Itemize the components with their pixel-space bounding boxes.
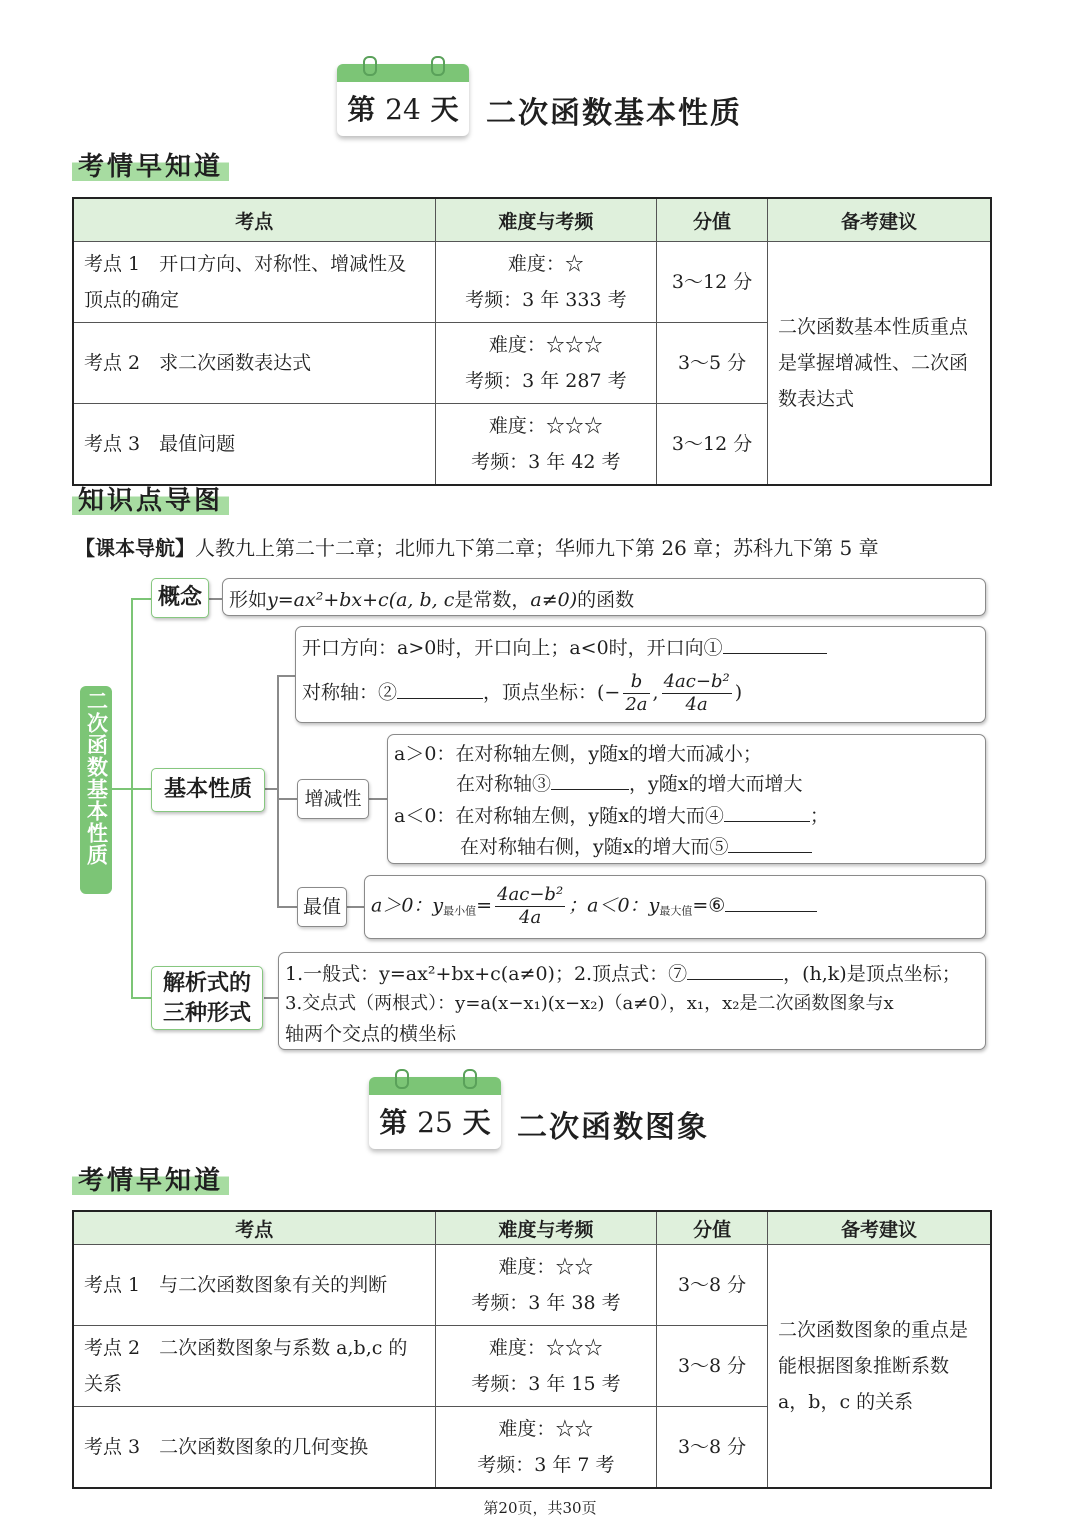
page-footer: 第20页，共30页 bbox=[483, 1499, 597, 1517]
monotonicity-box bbox=[387, 734, 986, 864]
difficulty-cell: 难度：☆☆☆ 考频：3 年 42 考 bbox=[435, 404, 657, 486]
table-row bbox=[73, 242, 991, 323]
mindmap-root: 二次函数基本性质 bbox=[80, 686, 112, 894]
advice-cell: 二次函数图象的重点是能根据图象推断系数 a，b，c 的关系 bbox=[767, 1245, 991, 1489]
mono-line-3: a＜0：在对称轴左侧，y随x的增大而④ ； bbox=[394, 805, 829, 827]
extreme-box bbox=[364, 875, 986, 939]
point-cell: 考点 3 最值问题 bbox=[73, 404, 435, 486]
mono-line-2: 在对称轴③ ，y随x的增大而增大 bbox=[456, 773, 803, 795]
exam-section-label-25: 考情早知道 bbox=[72, 1160, 229, 1197]
difficulty-cell: 难度：☆☆☆ 考频：3 年 15 考 bbox=[435, 1326, 657, 1407]
header-score: 分值 bbox=[657, 1211, 768, 1245]
props-node: 基本性质 bbox=[151, 768, 265, 812]
day25-tab bbox=[369, 1077, 501, 1149]
exam-table-24 bbox=[72, 197, 992, 486]
day24-tab bbox=[337, 64, 469, 136]
point-cell: 考点 1 开口方向、对称性、增减性及顶点的确定 bbox=[73, 242, 435, 323]
header-difficulty: 难度与考频 bbox=[435, 1211, 657, 1245]
extreme-formula: a＞0：y最小值= $\frac{\text{4ac−b²}}{4a}$ ；a＜0：y最大值=⑥ bbox=[371, 884, 817, 929]
monotonicity-node: 增减性 bbox=[297, 779, 369, 819]
header-difficulty: 难度与考频 bbox=[435, 198, 657, 242]
day24-label: 第 24 天 bbox=[347, 93, 459, 126]
difficulty-cell: 难度：☆☆ 考频：3 年 7 考 bbox=[435, 1407, 657, 1489]
header-point: 考点 bbox=[73, 1211, 435, 1245]
difficulty-cell: 难度：☆☆ 考频：3 年 38 考 bbox=[435, 1245, 657, 1326]
textbook-nav-label: 【课本导航】 bbox=[75, 536, 195, 560]
header-point: 考点 bbox=[73, 198, 435, 242]
exam-table-25 bbox=[72, 1210, 992, 1489]
score-cell: 3～8 分 bbox=[657, 1245, 768, 1326]
header-score: 分值 bbox=[657, 198, 768, 242]
mono-line-1: a＞0：在对称轴左侧，y随x的增大而减小； bbox=[394, 743, 762, 765]
difficulty-cell: 难度：☆ 考频：3 年 333 考 bbox=[435, 242, 657, 323]
mono-line-4: 在对称轴右侧，y随x的增大而⑤ bbox=[460, 832, 812, 859]
score-cell: 3～12 分 bbox=[657, 404, 768, 486]
score-cell: 3～8 分 bbox=[657, 1407, 768, 1489]
point-cell: 考点 2 求二次函数表达式 bbox=[73, 323, 435, 404]
vertex-text: ，顶点坐标：(− bbox=[483, 681, 621, 704]
point-cell: 考点 1 与二次函数图象有关的判断 bbox=[73, 1245, 435, 1326]
textbook-nav bbox=[75, 532, 879, 561]
day25-title: 二次函数图象 bbox=[517, 1110, 709, 1145]
forms-line-3: 轴两个交点的横坐标 bbox=[285, 1023, 457, 1045]
header-advice: 备考建议 bbox=[767, 1211, 991, 1245]
advice-cell: 二次函数基本性质重点是掌握增减性、二次函数表达式 bbox=[767, 242, 991, 486]
textbook-nav-text: 人教九上第二十二章；北师九下第二章；华师九下第 26 章；苏科九下第 5 章 bbox=[195, 536, 879, 560]
forms-line-2: 3.交点式（两根式）：y=a(x−x₁)(x−x₂)（a≠0），x₁，x₂是二次函数图象与x bbox=[285, 993, 894, 1014]
opening-text: 开口方向：a>0时，开口向上；a<0时，开口向① bbox=[302, 637, 723, 659]
concept-node: 概念 bbox=[151, 578, 209, 618]
axis-text: 对称轴：② bbox=[302, 681, 398, 704]
forms-box bbox=[278, 952, 986, 1050]
point-cell: 考点 2 二次函数图象与系数 a,b,c 的关系 bbox=[73, 1326, 435, 1407]
table-header-row bbox=[73, 198, 991, 242]
score-cell: 3～5 分 bbox=[657, 323, 768, 404]
opening-axis-box: 开口方向：a>0时，开口向上；a<0时，开口向① 对称轴：② ，顶点坐标：(− $\frac{b}{2a}$ , $\frac{\text{4ac−b²}}{4a}$ ) bbox=[295, 626, 986, 723]
forms-node: 解析式的 三种形式 bbox=[151, 966, 263, 1030]
exam-section-label-24: 考情早知道 bbox=[72, 146, 229, 183]
score-cell: 3～8 分 bbox=[657, 1326, 768, 1407]
extreme-node: 最值 bbox=[297, 887, 347, 927]
knowledge-section-label: 知识点导图 bbox=[72, 480, 229, 517]
score-cell: 3～12 分 bbox=[657, 242, 768, 323]
header-advice: 备考建议 bbox=[767, 198, 991, 242]
point-cell: 考点 3 二次函数图象的几何变换 bbox=[73, 1407, 435, 1489]
day25-label: 第 25 天 bbox=[379, 1106, 491, 1139]
day24-title: 二次函数基本性质 bbox=[486, 96, 742, 131]
forms-line-1: 1.一般式：y=ax²+bx+c(a≠0)；2.顶点式：⑦ ，(h,k)是顶点坐标； bbox=[285, 963, 961, 985]
concept-box: 形如y=ax²+bx+c(a, b, c是常数，a≠0)的函数 bbox=[222, 578, 986, 616]
difficulty-cell: 难度：☆☆☆ 考频：3 年 287 考 bbox=[435, 323, 657, 404]
table-header-row bbox=[73, 1211, 991, 1245]
table-row bbox=[73, 1245, 991, 1326]
